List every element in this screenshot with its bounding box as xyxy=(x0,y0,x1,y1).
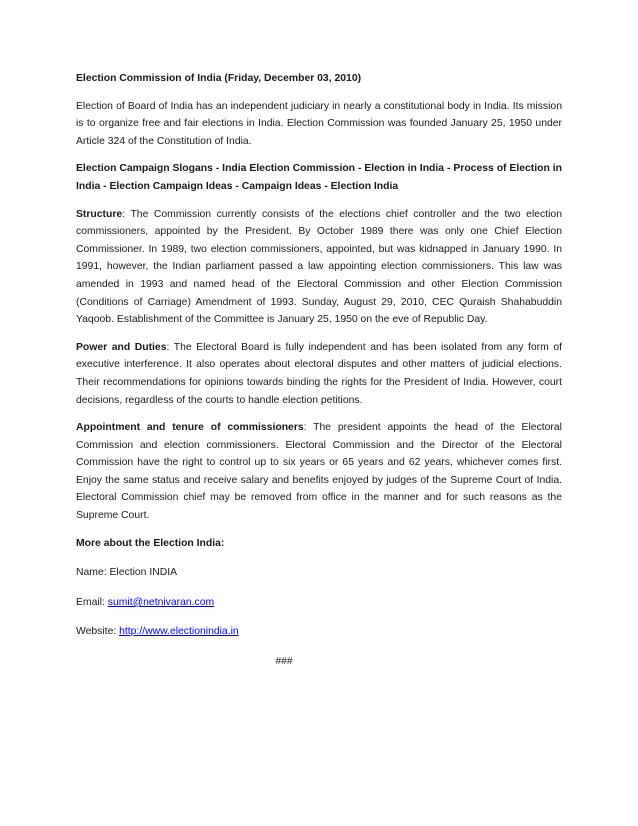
contact-website xyxy=(76,623,562,641)
appointment-text: : The president appoints the head of the Electoral Commission and election commissioners. Electoral Commission and the Director of the Electoral Commission have the right to control up to six years or 65 years and 62 years, whichever comes first. Enjoy the same status and receive salary and benefits enjoyed by judges of the Supreme Court of India. Electoral Commission chief may be removed from office in the manner and for such reasons as the Supreme Court. xyxy=(76,422,562,522)
email-label: Email: xyxy=(76,596,108,608)
website-label: Website: xyxy=(76,626,120,638)
intro-paragraph: Election of Board of India has an independent judiciary in nearly a constitutional body in India. Its mission is to organize free and fair elections in India. Election Commission was founded January 25, 1950 under Article 324 of the Constitution of India. xyxy=(76,100,562,147)
end-mark: ### xyxy=(275,656,293,668)
more-heading: More about the Election India: xyxy=(76,537,225,549)
structure-text: : The Commission currently consists of the elections chief controller and the two election commissioners, appointed by the President. By October 1989 there was only one Chief Election Commissioner. In 1989, two election commissioners, appointed, but was kidnapped in January 1990. In 1991, however, the Indian parliament passed a law appointing election commissioners. This law was amended in 1993 and named head of the Electoral Commission and other Election Commission (Conditions of Carriage) Amendment of 1993. Sunday, August 29, 2010, CEC Quraish Shahabuddin Yaqoob. Establishment of the Committee is January 25, 1950 on the eve of Republic Day. xyxy=(76,208,562,326)
power-duties-paragraph xyxy=(76,339,562,409)
name-value: Election INDIA xyxy=(109,567,178,579)
contact-name xyxy=(76,564,562,582)
website-link[interactable]: http://www.electionindia.in xyxy=(119,626,239,638)
email-link[interactable]: sumit@netnivaran.com xyxy=(107,596,215,608)
contact-email xyxy=(76,594,562,612)
appointment-label: Appointment and tenure of commissioners xyxy=(76,422,304,434)
structure-label: Structure xyxy=(76,208,123,220)
name-label: Name: xyxy=(76,567,110,579)
power-duties-text: : The Electoral Board is fully independent and has been isolated from any form of executive interference. It also operates about electoral disputes and other matters of judicial elections. Their recommendations for opinions towards binding the rights for the President of India. However, court decisions, regardless of the courts to handle election petitions. xyxy=(76,341,563,406)
appointment-paragraph xyxy=(76,419,562,525)
keywords-line: Election Campaign Slogans - India Election Commission - Election in India - Process of Election in India - Election Campaign Ideas - Campaign Ideas - Election India xyxy=(76,163,562,192)
structure-paragraph xyxy=(76,206,562,329)
document-title: Election Commission of India (Friday, December 03, 2010) xyxy=(76,73,362,84)
power-duties-label: Power and Duties xyxy=(76,341,167,353)
document-page xyxy=(76,70,562,671)
